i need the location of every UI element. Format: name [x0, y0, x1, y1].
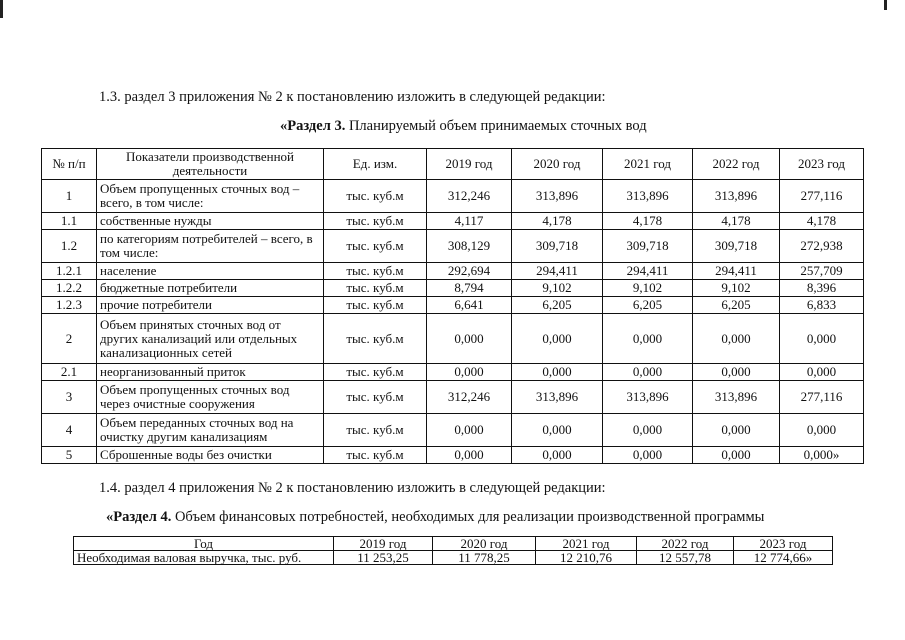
value-2020: 11 778,25 [433, 551, 536, 565]
value-2021: 294,411 [603, 263, 693, 280]
value-2023: 272,938 [780, 230, 864, 263]
value-2019: 312,246 [427, 180, 512, 213]
value-2020: 313,896 [512, 381, 603, 414]
section-3-title [280, 118, 647, 135]
header-cell: 2021 год [536, 537, 637, 551]
section-3-caption: Планируемый объем принимаемых сточных вод [345, 118, 647, 134]
value-2021: 12 210,76 [536, 551, 637, 565]
header-cell: 2019 год [334, 537, 433, 551]
header-cell: 2020 год [512, 149, 603, 180]
row-number: 5 [42, 447, 97, 464]
value-2021: 313,896 [603, 180, 693, 213]
row-indicator: Необходимая валовая выручка, тыс. руб. [74, 551, 334, 565]
table-4-header-row [74, 537, 833, 551]
table-row [42, 263, 864, 280]
row-indicator: Объем пропущенных сточных вод через очистные сооружения [97, 381, 324, 414]
value-2021: 0,000 [603, 364, 693, 381]
row-unit: тыс. куб.м [324, 263, 427, 280]
value-2022: 0,000 [693, 364, 780, 381]
value-2019: 308,129 [427, 230, 512, 263]
table-row [42, 297, 864, 314]
row-indicator: Объем переданных сточных вод на очистку другим канализациям [97, 414, 324, 447]
value-2022: 0,000 [693, 447, 780, 464]
value-2019: 0,000 [427, 414, 512, 447]
table-row [42, 447, 864, 464]
value-2023: 12 774,66» [734, 551, 833, 565]
value-2019: 6,641 [427, 297, 512, 314]
value-2023: 8,396 [780, 280, 864, 297]
value-2022: 313,896 [693, 381, 780, 414]
row-number: 1.1 [42, 213, 97, 230]
table-row [42, 314, 864, 364]
row-number: 3 [42, 381, 97, 414]
row-indicator: бюджетные потребители [97, 280, 324, 297]
row-unit: тыс. куб.м [324, 314, 427, 364]
scan-mark-left [0, 0, 3, 18]
value-2022: 0,000 [693, 314, 780, 364]
value-2021: 9,102 [603, 280, 693, 297]
value-2022: 4,178 [693, 213, 780, 230]
table-section-3 [41, 148, 864, 464]
table-row [42, 230, 864, 263]
value-2020: 294,411 [512, 263, 603, 280]
section-4-title [106, 509, 764, 526]
row-unit: тыс. куб.м [324, 230, 427, 263]
value-2020: 6,205 [512, 297, 603, 314]
header-cell: 2022 год [693, 149, 780, 180]
value-2023: 0,000» [780, 447, 864, 464]
value-2022: 0,000 [693, 414, 780, 447]
value-2019: 292,694 [427, 263, 512, 280]
value-2023: 0,000 [780, 414, 864, 447]
row-unit: тыс. куб.м [324, 180, 427, 213]
section-3-label: «Раздел 3. [280, 118, 346, 134]
value-2022: 9,102 [693, 280, 780, 297]
value-2019: 0,000 [427, 314, 512, 364]
value-2020: 4,178 [512, 213, 603, 230]
row-indicator: прочие потребители [97, 297, 324, 314]
value-2022: 12 557,78 [637, 551, 734, 565]
table-section-4 [73, 536, 833, 565]
value-2021: 0,000 [603, 447, 693, 464]
row-number: 1.2.2 [42, 280, 97, 297]
table-row [42, 414, 864, 447]
header-cell: № п/п [42, 149, 97, 180]
row-number: 4 [42, 414, 97, 447]
row-number: 2.1 [42, 364, 97, 381]
value-2020: 309,718 [512, 230, 603, 263]
table-row [42, 364, 864, 381]
paragraph-1-3: 1.3. раздел 3 приложения № 2 к постановлению изложить в следующей редакции: [99, 89, 606, 105]
header-cell: 2023 год [734, 537, 833, 551]
value-2019: 4,117 [427, 213, 512, 230]
value-2020: 0,000 [512, 414, 603, 447]
header-cell: Год [74, 537, 334, 551]
row-indicator: собственные нужды [97, 213, 324, 230]
value-2022: 309,718 [693, 230, 780, 263]
row-indicator: Сброшенные воды без очистки [97, 447, 324, 464]
header-cell: Показатели производственной деятельности [97, 149, 324, 180]
value-2020: 0,000 [512, 447, 603, 464]
table-row [42, 180, 864, 213]
row-number: 1 [42, 180, 97, 213]
row-unit: тыс. куб.м [324, 364, 427, 381]
value-2021: 6,205 [603, 297, 693, 314]
header-cell: 2023 год [780, 149, 864, 180]
value-2021: 309,718 [603, 230, 693, 263]
row-unit: тыс. куб.м [324, 213, 427, 230]
value-2021: 4,178 [603, 213, 693, 230]
value-2023: 4,178 [780, 213, 864, 230]
table-row [74, 551, 833, 565]
row-unit: тыс. куб.м [324, 414, 427, 447]
row-indicator: Объем пропущенных сточных вод – всего, в том числе: [97, 180, 324, 213]
value-2021: 0,000 [603, 314, 693, 364]
header-cell: 2019 год [427, 149, 512, 180]
header-cell: 2022 год [637, 537, 734, 551]
scan-mark-right [884, 0, 887, 10]
table-3-header-row [42, 149, 864, 180]
header-cell: 2021 год [603, 149, 693, 180]
value-2019: 0,000 [427, 364, 512, 381]
value-2019: 11 253,25 [334, 551, 433, 565]
value-2019: 0,000 [427, 447, 512, 464]
value-2023: 6,833 [780, 297, 864, 314]
value-2022: 294,411 [693, 263, 780, 280]
row-unit: тыс. куб.м [324, 447, 427, 464]
value-2022: 6,205 [693, 297, 780, 314]
section-4-caption: Объем финансовых потребностей, необходимых для реализации производственной программы [171, 509, 765, 525]
value-2021: 313,896 [603, 381, 693, 414]
row-indicator: население [97, 263, 324, 280]
value-2021: 0,000 [603, 414, 693, 447]
row-number: 1.2.3 [42, 297, 97, 314]
row-indicator: по категориям потребителей – всего, в том числе: [97, 230, 324, 263]
value-2023: 277,116 [780, 180, 864, 213]
row-unit: тыс. куб.м [324, 280, 427, 297]
row-indicator: неорганизованный приток [97, 364, 324, 381]
value-2020: 313,896 [512, 180, 603, 213]
value-2022: 313,896 [693, 180, 780, 213]
value-2019: 8,794 [427, 280, 512, 297]
table-row [42, 280, 864, 297]
row-number: 2 [42, 314, 97, 364]
value-2019: 312,246 [427, 381, 512, 414]
row-number: 1.2 [42, 230, 97, 263]
table-row [42, 213, 864, 230]
row-number: 1.2.1 [42, 263, 97, 280]
value-2020: 0,000 [512, 364, 603, 381]
section-4-label: «Раздел 4. [106, 509, 172, 525]
header-cell: Ед. изм. [324, 149, 427, 180]
value-2023: 0,000 [780, 314, 864, 364]
value-2023: 257,709 [780, 263, 864, 280]
header-cell: 2020 год [433, 537, 536, 551]
value-2023: 0,000 [780, 364, 864, 381]
paragraph-1-4: 1.4. раздел 4 приложения № 2 к постановлению изложить в следующей редакции: [99, 480, 606, 496]
value-2020: 0,000 [512, 314, 603, 364]
value-2023: 277,116 [780, 381, 864, 414]
row-unit: тыс. куб.м [324, 381, 427, 414]
row-indicator: Объем принятых сточных вод от других канализаций или отдельных канализационных сетей [97, 314, 324, 364]
table-row [42, 381, 864, 414]
value-2020: 9,102 [512, 280, 603, 297]
row-unit: тыс. куб.м [324, 297, 427, 314]
